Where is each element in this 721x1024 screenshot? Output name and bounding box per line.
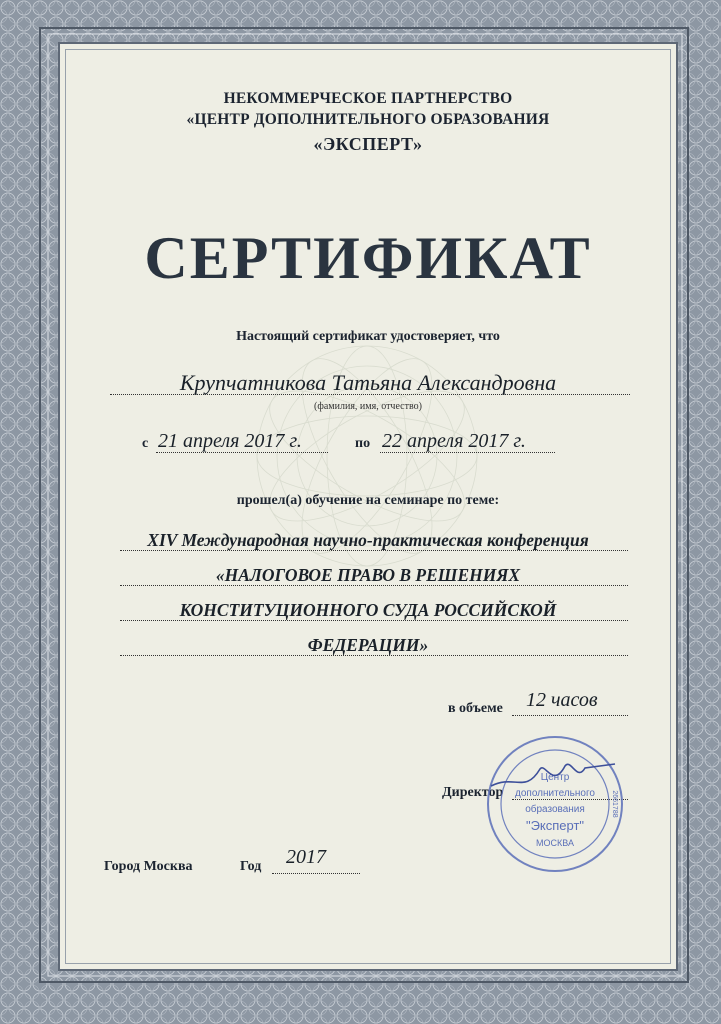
completed-text: прошел(а) обучение на семинаре по теме: bbox=[236, 493, 500, 508]
stamp-line-3: образования bbox=[525, 804, 585, 815]
stamp-line-1: Центр bbox=[540, 772, 570, 783]
org-line-1: НЕКОММЕРЧЕСКОЕ ПАРТНЕРСТВО bbox=[223, 90, 513, 107]
volume-line bbox=[512, 715, 628, 716]
year-label: Год bbox=[240, 859, 262, 874]
stamp-line-4: "Эксперт" bbox=[525, 818, 585, 833]
from-label: с bbox=[142, 436, 149, 451]
volume-value: 12 часов bbox=[526, 689, 598, 711]
org-line-3: «ЭКСПЕРТ» bbox=[313, 134, 423, 154]
from-date: 21 апреля 2017 г. bbox=[158, 430, 302, 452]
stamp-number: 2661788 bbox=[611, 790, 618, 818]
seal-stamp bbox=[485, 734, 625, 874]
year-value: 2017 bbox=[286, 846, 326, 868]
certificate-title: СЕРТИФИКАТ bbox=[144, 225, 592, 291]
city-label: Город Москва bbox=[104, 859, 193, 874]
certifies-text: Настоящий сертификат удостоверяет, что bbox=[236, 329, 500, 344]
name-caption: (фамилия, имя, отчество) bbox=[314, 401, 422, 412]
to-date: 22 апреля 2017 г. bbox=[382, 430, 526, 452]
topic-line-3: КОНСТИТУЦИОННОГО СУДА РОССИЙСКОЙ bbox=[179, 600, 557, 620]
recipient-name: Крупчатникова Татьяна Александровна bbox=[179, 370, 557, 395]
topic-line-1: XIV Международная научно-практическая конференция bbox=[147, 530, 589, 550]
stamp-line-2: дополнительного bbox=[515, 788, 595, 799]
topic-line-2: «НАЛОГОВОЕ ПРАВО В РЕШЕНИЯХ bbox=[215, 565, 521, 585]
stamp-bottom: МОСКВА bbox=[536, 838, 574, 848]
year-line bbox=[272, 873, 360, 874]
director-label: Директор bbox=[442, 785, 504, 800]
topic-line-4: ФЕДЕРАЦИИ» bbox=[307, 635, 429, 655]
volume-label: в объеме bbox=[448, 701, 503, 716]
to-label: по bbox=[355, 436, 371, 451]
org-line-2: «ЦЕНТР ДОПОЛНИТЕЛЬНОГО ОБРАЗОВАНИЯ bbox=[186, 111, 550, 128]
certificate-paper bbox=[58, 42, 678, 971]
